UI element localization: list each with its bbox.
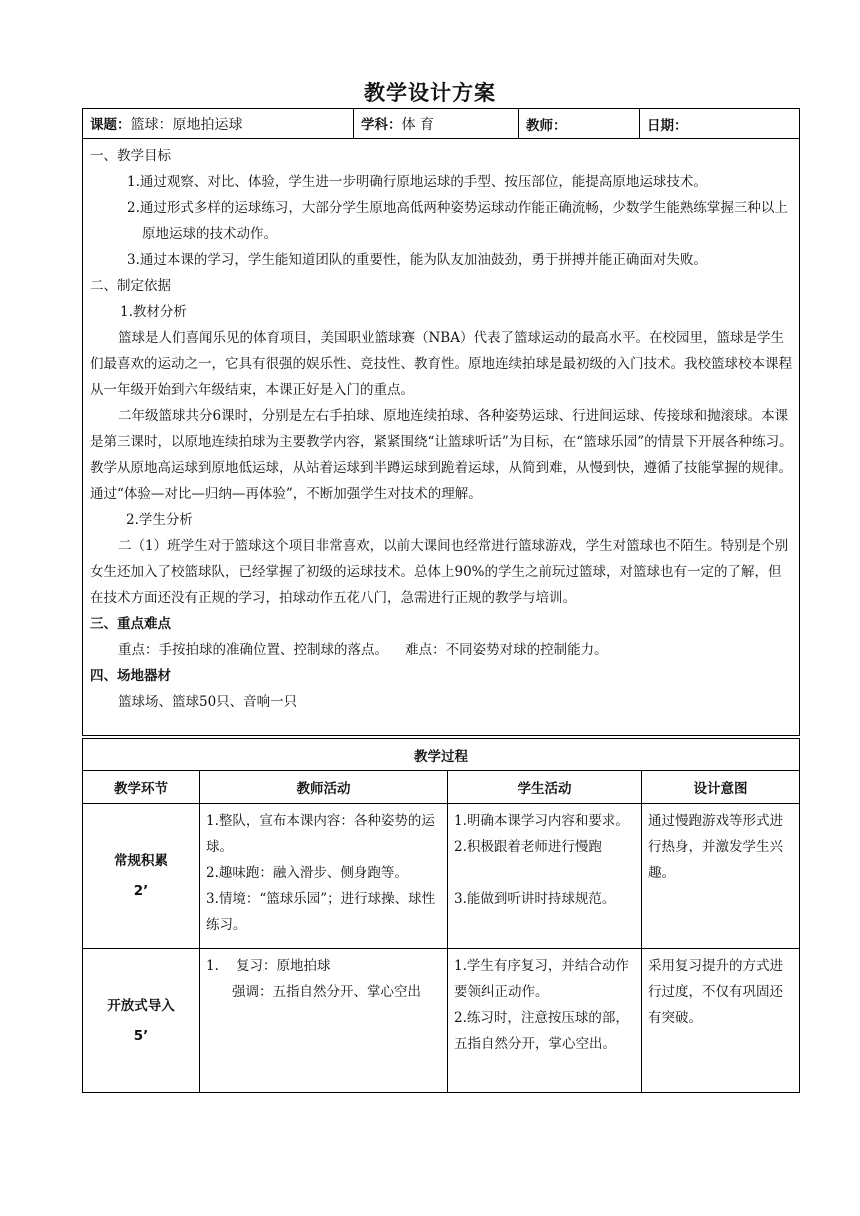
goal-item: 2.通过形式多样的运球练习，大部分学生原地高低两种姿势运球动作能正确流畅，少数学生能熟练掌握三种以上原地运球的技术动作。 (127, 200, 788, 242)
col-teacher: 教师活动 (200, 771, 448, 804)
equipment: 篮球场、篮球50只、音响一只 (118, 694, 298, 710)
section-4-title: 四、场地器材 (90, 668, 171, 684)
topic-value: 篮球：原地拍运球 (130, 117, 243, 133)
material-analysis-title: 1.教材分析 (120, 304, 187, 320)
list-item: 3.情境：“篮球乐园”；进行球操、球性练习。 (206, 891, 436, 933)
student-analysis-title: 2.学生分析 (126, 512, 193, 528)
list-item: 2.趣味跑：融入滑步、侧身跑等。 (206, 865, 408, 881)
teacher-activity (200, 949, 448, 1093)
plan-content (83, 139, 800, 736)
key-points: 重点：手按拍球的准确位置、控制球的落点。 难点：不同姿势对球的控制能力。 (118, 642, 608, 658)
student-activity (448, 804, 642, 949)
section-3-title: 三、重点难点 (90, 616, 171, 632)
col-student: 学生活动 (448, 771, 642, 804)
list-item: 1.整队，宣布本课内容：各种姿势的运球。 (206, 813, 435, 855)
list-item: 1. 复习：原地拍球 (206, 958, 331, 974)
teacher-activity (200, 804, 448, 949)
design-intent (642, 804, 800, 949)
teacher-label: 教师： (526, 117, 567, 134)
process-title: 教学过程 (83, 739, 800, 771)
teacher-cell (519, 109, 640, 139)
date-label: 日期： (647, 117, 688, 134)
list-item: 2.积极跟着老师进行慢跑 (454, 839, 602, 855)
subject-label: 学科： (361, 117, 402, 133)
page-title: 教学设计方案 (364, 81, 496, 105)
goal-item: 3.通过本课的学习，学生能知道团队的重要性，能为队友加油鼓劲，勇于拼搏并能正确面对失败。 (127, 252, 707, 268)
stage-time: 2’ (133, 883, 149, 899)
list-item: 2.练习时，注意按压球的部，五指自然分开，掌心空出。 (454, 1010, 629, 1052)
subject-cell (354, 109, 519, 139)
stage-time: 5’ (133, 1027, 149, 1044)
table-row (83, 949, 800, 1093)
material-analysis-para: 篮球是人们喜闻乐见的体育项目，美国职业篮球赛（NBA）代表了篮球运动的最高水平。在校园里，篮球是学生们最喜欢的运动之一，它具有很强的娱乐性、竞技性、教育性。原地连续拍球是最初级的入门技术。我校篮球校本课程从一年级开始到六年级结束，本课正好是入门的重点。 (90, 330, 792, 398)
list-item (454, 860, 635, 886)
stage-cell (83, 949, 200, 1093)
plan-table (82, 108, 800, 736)
goal-item: 1.通过观察、对比、体验，学生进一步明确行原地运球的手型、按压部位，能提高原地运球技术。 (127, 174, 707, 190)
section-2-title: 二、制定依据 (90, 278, 171, 294)
list-item: 1.明确本课学习内容和要求。 (454, 813, 629, 829)
intent-text: 采用复习提升的方式进行过度，不仅有巩固还有突破。 (648, 958, 783, 1026)
list-item: 强调：五指自然分开、掌心空出 (232, 984, 421, 1000)
list-item: 1.学生有序复习，并结合动作要领纠正动作。 (454, 958, 629, 1000)
col-stage: 教学环节 (83, 771, 200, 804)
section-1-title: 一、教学目标 (90, 148, 171, 164)
stage-name: 开放式导入 (107, 997, 175, 1014)
material-analysis-para: 二年级篮球共分6课时，分别是左右手拍球、原地连续拍球、各种姿势运球、行进间运球、传接球和抛滚球。本课是第三课时，以原地连续拍球为主要教学内容，紧紧围绕“让篮球听话”为目标，在“篮球乐园”的情景下开展各种练习。教学从原地高运球到原地低运球，从站着运球到半蹲运球到跪着运球，从简到难，从慢到快，遵循了技能掌握的规律。通过“体验—对比—归纳—再体验”，不断加强学生对技术的理解。 (90, 408, 793, 502)
student-analysis-para: 二（1）班学生对于篮球这个项目非常喜欢，以前大课间也经常进行篮球游戏，学生对篮球也不陌生。特别是个别女生还加入了校篮球队，已经掌握了初级的运球技术。总体上90%的学生之前玩过篮球，对篮球也有一定的了解，但在技术方面还没有正规的学习，拍球动作五花八门，急需进行正规的教学与培训。 (90, 538, 789, 606)
intent-text: 通过慢跑游戏等形式进行热身，并激发学生兴趣。 (648, 813, 783, 881)
process-table (82, 738, 800, 1093)
table-row (83, 804, 800, 949)
design-intent (642, 949, 800, 1093)
topic-label: 课题： (90, 117, 131, 133)
col-intent: 设计意图 (642, 771, 800, 804)
stage-name: 常规积累 (114, 853, 168, 869)
student-activity (448, 949, 642, 1093)
header-row (83, 109, 800, 139)
subject-value: 体 育 (401, 117, 434, 133)
date-cell (640, 109, 800, 139)
topic-cell (83, 109, 354, 139)
list-item: 3.能做到听讲时持球规范。 (454, 891, 616, 907)
stage-cell (83, 804, 200, 949)
